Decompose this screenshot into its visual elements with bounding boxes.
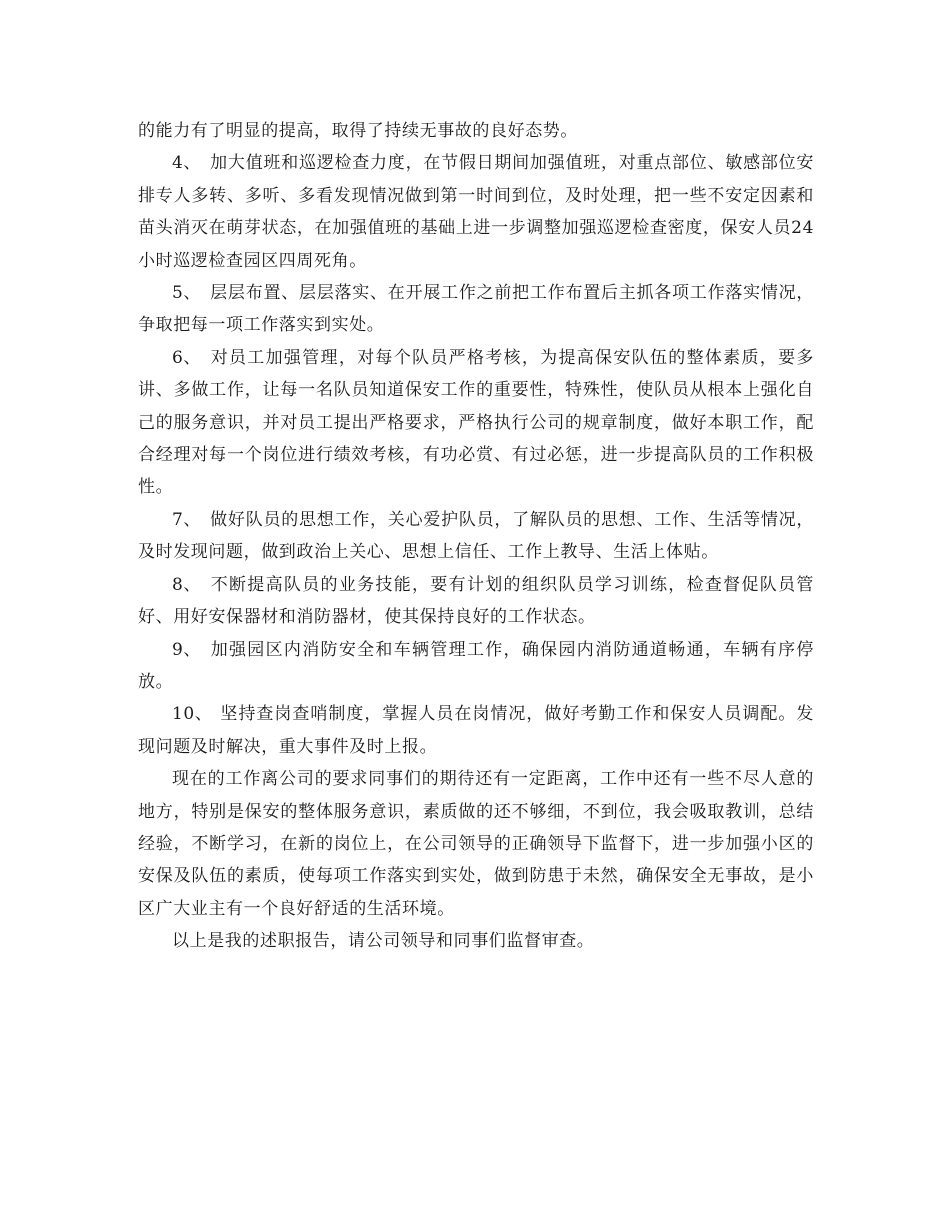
item-number: 9、 — [172, 639, 202, 660]
paragraph-item-9 — [138, 634, 814, 699]
paragraph-text: 现在的工作离公司的要求同事们的期待还有一定距离，工作中还有一些不尽人意的地方，特别是保安的整体服务意识，素质做的还不够细，不到位，我会吸取教训，总结经验，不断学习，在新的岗位上，在公司领导的正确领导下监督下，进一步加强小区的安保及队伍的素质，使每项工作落实到实处，做到防患于未然，确保安全无事故，是小区广大业主有一个良好舒适的生活环境。 — [138, 769, 814, 919]
paragraph-summary — [138, 763, 814, 925]
paragraph-text: 的能力有了明显的提高，取得了持续无事故的良好态势。 — [138, 121, 578, 141]
paragraph-item-6 — [138, 342, 814, 504]
paragraph-text: 以上是我的述职报告，请公司领导和同事们监督审查。 — [172, 931, 595, 952]
item-number: 5、 — [172, 283, 202, 304]
item-number: 10、 — [172, 704, 213, 725]
paragraph-item-5 — [138, 277, 814, 342]
item-number: 4、 — [172, 153, 202, 174]
paragraph-text: 不断提高队员的业务技能，要有计划的组织队员学习训练，检查督促队员管好、用好安保器材和消防器材，使其保持良好的工作状态。 — [138, 574, 814, 628]
item-number: 6、 — [172, 347, 202, 368]
paragraph-text: 做好队员的思想工作，关心爱护队员，了解队员的思想、工作、生活等情况，及时发现问题，做到政治上关心、思想上信任、工作上教导、生活上体贴。 — [138, 509, 814, 563]
paragraph-closing — [138, 925, 814, 957]
paragraph-text: 加强园区内消防安全和车辆管理工作，确保园内消防通道畅通，车辆有序停放。 — [138, 639, 814, 692]
item-number: 8、 — [172, 574, 202, 595]
paragraph-item-4 — [138, 147, 814, 277]
paragraph-item-8 — [138, 569, 814, 634]
document-body — [138, 115, 814, 958]
paragraph-text: 加大值班和巡逻检查力度，在节假日期间加强值班，对重点部位、敏感部位安排专人多转、多听、多看发现情况做到第一时间到位，及时处理，把一些不安定因素和苗头消灭在萌芽状态，在加强值班的基础上进一步调整加强巡逻检查密度，保安人员24小时巡逻检查园区四周死角。 — [138, 153, 814, 271]
paragraph-item-7 — [138, 504, 814, 569]
item-number: 7、 — [172, 509, 202, 530]
paragraph-text: 对员工加强管理，对每个队员严格考核，为提高保安队伍的整体素质，要多讲、多做工作，让每一名队员知道保安工作的重要性，特殊性，使队员从根本上强化自己的服务意识，并对员工提出严格要求，严格执行公司的规章制度，做好本职工作，配合经理对每一个岗位进行绩效考核，有功必赏、有过必惩，进一步提高队员的工作积极性。 — [138, 347, 814, 498]
paragraph-continuation — [138, 115, 814, 147]
paragraph-item-10 — [138, 698, 814, 763]
paragraph-text: 坚持查岗查哨制度，掌握人员在岗情况，做好考勤工作和保安人员调配。发现问题及时解决，重大事件及时上报。 — [138, 704, 814, 757]
paragraph-text: 层层布置、层层落实、在开展工作之前把工作布置后主抓各项工作落实情况，争取把每一项工作落实到实处。 — [138, 283, 814, 336]
